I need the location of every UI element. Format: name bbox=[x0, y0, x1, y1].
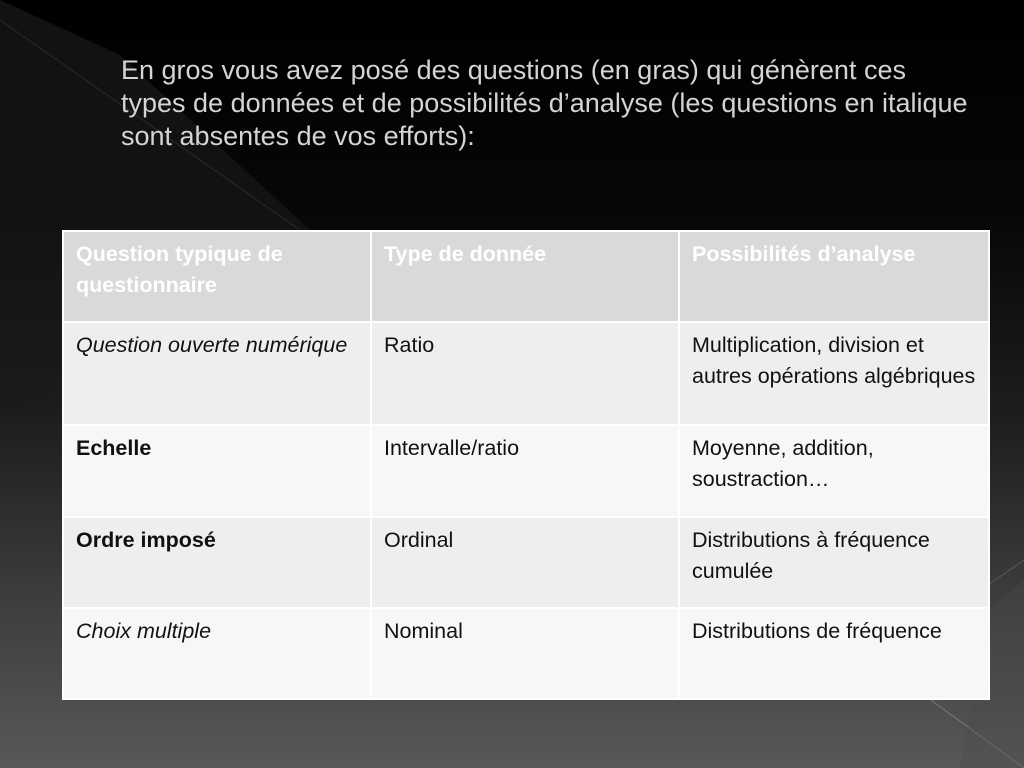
cell-question: Question ouverte numérique bbox=[63, 322, 371, 425]
cell-data-type: Nominal bbox=[371, 608, 679, 699]
cell-analysis: Distributions de fréquence bbox=[679, 608, 989, 699]
table-row bbox=[63, 517, 989, 608]
cell-question: Choix multiple bbox=[63, 608, 371, 699]
cell-analysis: Distributions à fréquence cumulée bbox=[679, 517, 989, 608]
header-question: Question typique de questionnaire bbox=[63, 231, 371, 322]
table-row bbox=[63, 322, 989, 425]
cell-data-type: Intervalle/ratio bbox=[371, 425, 679, 517]
table-row bbox=[63, 425, 989, 517]
table-header-row bbox=[63, 231, 989, 322]
cell-question: Echelle bbox=[63, 425, 371, 517]
table-row bbox=[63, 608, 989, 699]
header-data-type: Type de donnée bbox=[371, 231, 679, 322]
cell-question: Ordre imposé bbox=[63, 517, 371, 608]
header-analysis: Possibilités d’analyse bbox=[679, 231, 989, 322]
data-types-table bbox=[62, 230, 990, 700]
background-corner-line-2 bbox=[988, 560, 1024, 585]
cell-analysis: Moyenne, addition, soustraction… bbox=[679, 425, 989, 517]
slide-title: En gros vous avez posé des questions (en gras) qui génèrent ces types de données et de possibilités d’analyse (les questions en italique sont absentes de vos efforts): bbox=[121, 55, 968, 151]
cell-analysis: Multiplication, division et autres opérations algébriques bbox=[679, 322, 989, 425]
cell-data-type: Ordinal bbox=[371, 517, 679, 608]
data-types-table-container bbox=[62, 230, 988, 700]
cell-data-type: Ratio bbox=[371, 322, 679, 425]
